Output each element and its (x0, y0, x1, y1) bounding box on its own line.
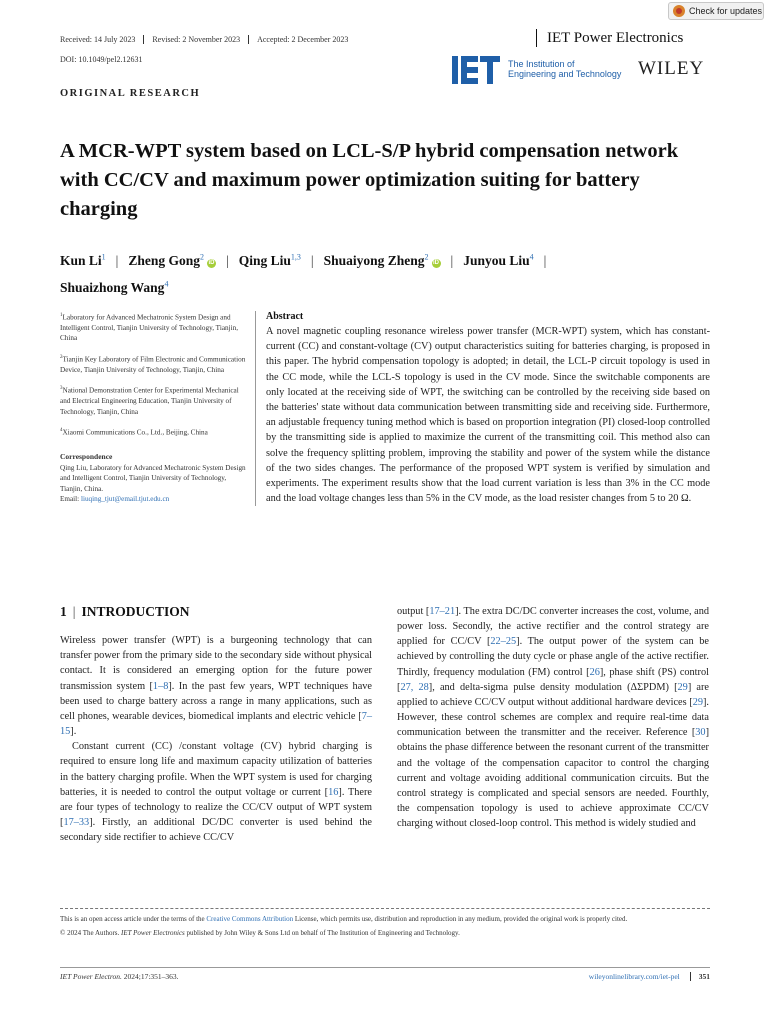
abstract-text: A novel magnetic coupling resonance wireless power transfer (MCR-WPT) system, which has constant-current (CC) and constant-voltage (CV) output characteristics suiting for batteries charging, is proposed in this paper. The hybrid compensation topology is adopted; in detail, the LCL-P circuit topology is used in the CC mode, while the LCL-S topology is used in the CV mode. Since the switchable components are only located at the receiving side of WPT, the switching can be controlled by the receiving side based on the batteries' state without data communication between transmitting side and receiving side. Furthermore, an adjustable frequency tuning method which is based on proportion integration (PI) closed-loop controlled by the transmitting side is applied to maximize the current of the transmitting coil. This method also can solve the frequency splitting problem, improving the stability and power of the system while the distance of the two sides changes. The performance of the proposed WPT system is verified by simulation and experiments. The experiment results show that the load current variation is less than 3% in the CC mode and the load voltage changes less than 5% in the CV mode, as the load resister changes from 5 to 20 Ω. (266, 326, 710, 505)
citation-link[interactable]: 29 (677, 681, 688, 693)
revised-date: Revised: 2 November 2023 (143, 35, 248, 44)
citation-line: IET Power Electron. 2024;17:351–363. (60, 972, 179, 981)
author-affiliation-marker[interactable]: 1 (101, 252, 106, 261)
author-name[interactable]: Kun Li$^1$ (60, 252, 106, 268)
abstract (255, 311, 710, 506)
citation-link[interactable]: 17–21 (429, 606, 456, 617)
citation-link[interactable]: 17–33 (63, 817, 90, 829)
accepted-date: Accepted: 2 December 2023 (248, 35, 356, 44)
orcid-icon[interactable]: iD (433, 259, 439, 266)
paper-title: A MCR-WPT system based on LCL-S/P hybrid compensation network with CC/CV and maximum power optimization suiting for battery charging (60, 140, 679, 220)
author-affiliation-marker[interactable]: 2 (200, 252, 205, 261)
abstract-heading: Abstract (266, 311, 304, 322)
author-separator: | (115, 252, 119, 268)
author-separator: | (543, 252, 547, 268)
journal-url-link[interactable]: wileyonlinelibrary.com/iet-pel (588, 972, 680, 981)
author-name[interactable]: Shuaizhong Wang$^4$ (60, 279, 169, 295)
body-column-left (60, 604, 372, 845)
author-affiliation-marker[interactable]: 4 (529, 252, 534, 261)
license-footnote (60, 908, 710, 938)
affiliation-item: $^1$Laboratory for Advanced Mechatronic System Design and Intelligent Control, Tianjin University of Technology, Tianjin, China (60, 313, 238, 343)
iet-logo-icon (452, 54, 500, 84)
author-separator: | (450, 252, 454, 268)
section-heading-introduction: 1 | INTRODUCTION (60, 604, 190, 619)
author-separator: | (226, 252, 229, 268)
author-affiliation-marker[interactable]: 1,3 (290, 252, 301, 261)
affiliation-item: $^4$Xiaomi Communications Co., Ltd., Beijing, China (60, 428, 208, 437)
author-affiliation-marker[interactable]: 2 (424, 252, 429, 261)
publisher-logos (452, 54, 704, 84)
author-affiliation-marker[interactable]: 4 (164, 279, 169, 289)
cc-license-link[interactable]: Creative Commons Attribution (206, 915, 294, 923)
affiliations (60, 311, 250, 505)
correspondence-email-row: Email: liuqing_tjut@email.tjut.edu.cn (60, 495, 170, 504)
intro-paragraph-1: Wireless power transfer (WPT) is a burgeoning technology that can transfer power from the primary side to the secondary side without physical contact. It is considered an emerging option for the future power transmission system [1–8]. In the past few years, WPT techniques have been used to charge battery across a range in many applications, such as cell phones, wearable devices, biomedical implants and electric vehicle [7–15]. (60, 635, 372, 738)
author-name[interactable]: Zheng Gong$^2$iD (128, 252, 215, 268)
license-line: This is an open access article under the terms of the Creative Commons Attribution License, which permits use, distribution and reproduction in any medium, provided the original work is properly cited. (60, 915, 628, 923)
doi[interactable]: DOI: 10.1049/pel2.12631 (60, 55, 143, 64)
check-for-updates-button[interactable] (668, 2, 764, 20)
citation-link[interactable]: 7–15 (60, 710, 372, 738)
author-separator: | (310, 252, 314, 268)
correspondence-heading: Correspondence (60, 452, 113, 462)
author-list (60, 245, 720, 300)
intro-paragraph-2: Constant current (CC) /constant voltage (CV) hybrid charging is required to ensure long life and maximum capacity utilization of batteries in the battery charging profile. When the WPT system is used for charging batteries, it is needed to control the output voltage or current [16]. There are four types of technology to realize the CC/CV output of WPT system [17–33]. Firstly, an additional DC/DC converter is used behind the secondary side rectifier to achieve CC/CV (60, 741, 372, 844)
check-for-updates-label: Check for updates (689, 6, 763, 16)
intro-paragraph-3: output [17–21]. The extra DC/DC converter increases the cost, volume, and power loss. Secondly, the active rectifier and the control strategy are applied for CC/CV [22–25]. The output power of the system can be achieved by controlling the duty cycle or phase angle of the active rectifier. Thirdly, frequency modulation (FM) control [26], phase shift (PS) control [27, 28], and delta-sigma pulse density modulation (ΔΣPDM) [29] are applied to achieve CC/CV output without additional hardware devices [29]. However, these control schemes are complex and require real-time data communication between the transmitter and the receiver. Reference [30] obtains the phase difference between the resonant current of the transmitter and the voltage of the compensation capacitor to control the charging current and voltage avoiding additional communication circuits. But the control strategy is complicated and special sensors are needed. Fourthly, the compensation topology is used to achieve approximate CC/CV charging without closed-loop control. This method is widely studied and (397, 606, 709, 830)
affiliation-item: $^2$Tianjin Key Laboratory of Film Electronic and Communication Device, Tianjin University of Technology, Tianjin, China (60, 354, 246, 374)
citation-link[interactable]: 22–25 (490, 636, 517, 648)
citation-link[interactable]: 27, 28 (400, 681, 429, 693)
author-name[interactable]: Shuaiyong Zheng$^2$iD (323, 252, 439, 268)
page-number: 351 (690, 972, 710, 981)
citation-link[interactable]: 30 (695, 727, 706, 739)
wiley-logo: WILEY (638, 58, 705, 79)
article-dates (60, 35, 356, 44)
author-name[interactable]: Junyou Liu$^4$ (463, 252, 534, 268)
journal-name: IET Power Electronics (536, 29, 683, 47)
crossmark-icon (673, 5, 685, 17)
citation-link[interactable]: 1–8 (152, 680, 169, 692)
article-type: ORIGINAL RESEARCH (60, 88, 201, 99)
received-date: Received: 14 July 2023 (60, 35, 136, 44)
body-column-right (397, 604, 709, 831)
copyright-line: © 2024 The Authors. IET Power Electronics published by John Wiley & Sons Ltd on behalf of The Institution of Engineering and Technology. (60, 928, 460, 937)
affiliation-item: $^3$National Demonstration Center for Experimental Mechanical and Electrical Engineering Education, Tianjin University of Technology, Tianjin, China (60, 386, 239, 416)
iet-logo-text: The Institution of Engineering and Technology (508, 59, 622, 79)
correspondence-email-link[interactable]: liuqing_tjut@email.tjut.edu.cn (80, 495, 170, 504)
author-name[interactable]: Qing Liu$^{1,3}$ (238, 252, 301, 268)
orcid-icon[interactable]: iD (208, 259, 215, 266)
citation-link[interactable]: 16 (328, 786, 339, 798)
correspondence-text: Qing Liu, Laboratory for Advanced Mechatronic System Design and Intelligent Control, Tianjin University of Technology, Tianjin, China. (60, 463, 246, 493)
page-footer (60, 967, 710, 981)
citation-link[interactable]: 26 (589, 666, 600, 678)
citation-link[interactable]: 29 (692, 696, 703, 708)
